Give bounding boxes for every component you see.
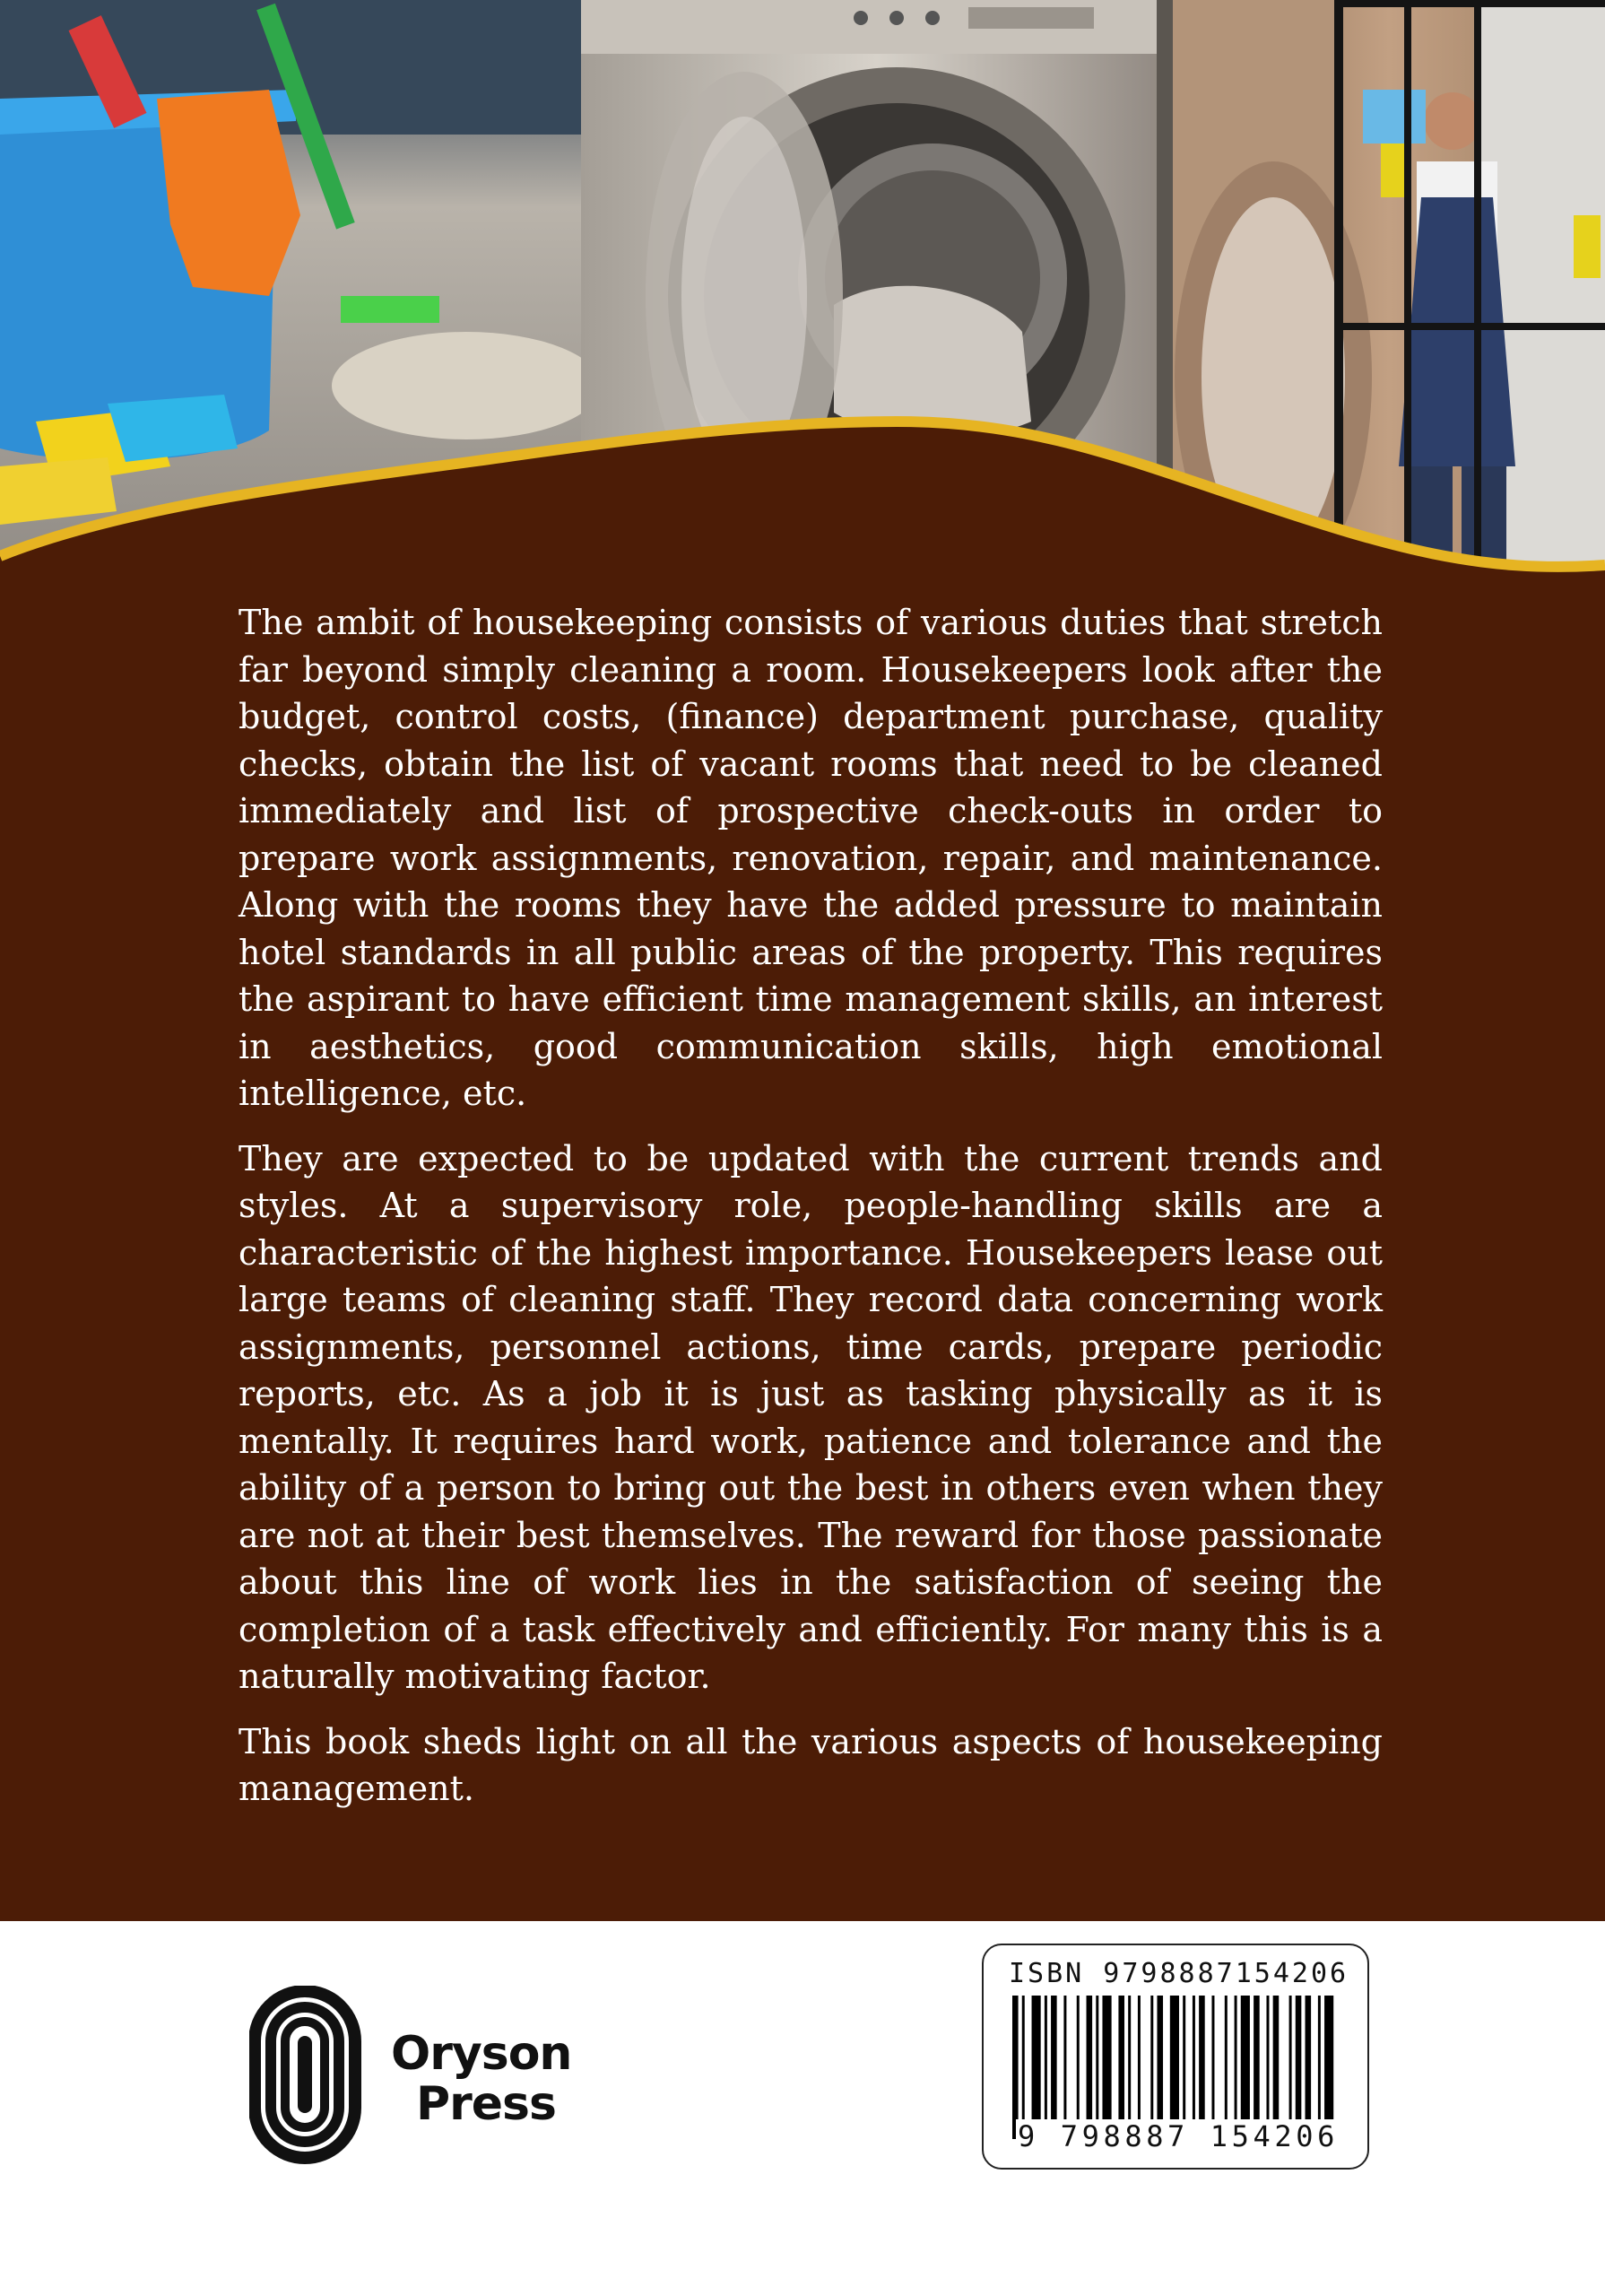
barcode-bar (1051, 1996, 1057, 2121)
barcode-bar (1225, 1996, 1228, 2121)
barcode-bar (1318, 1996, 1321, 2121)
isbn-digits (1016, 2119, 1346, 2155)
barcode-bar (1087, 1996, 1093, 2121)
isbn-barcode (982, 1944, 1369, 2170)
barcode-bar (1157, 1996, 1163, 2121)
barcode-bar (1211, 1996, 1214, 2121)
blurb-paragraph-2: They are expected to be updated with the current trends and styles. At a supervisory role, people-handling skills are a characteristic of the highest importance. Housekeepers lease out large teams of cleaning staff. They record data concerning work assignments, personnel actions, time cards, prepare periodic reports, etc. As a job it is just as tasking physically as it is mentally. It requires hard work, patience and tolerance and the ability of a person to bring out the best in others even when they are not at their best themselves. The reward for those passionate about this line of work lies in the satisfaction of seeing the completion of a task effectively and efficiently. For many this is a naturally motivating factor. (239, 1138, 1383, 1696)
barcode-bar (1193, 1996, 1195, 2121)
barcode-bar (1077, 1996, 1080, 2121)
barcode-bar (1241, 1996, 1250, 2121)
barcode-bar (1289, 1996, 1292, 2121)
barcode-bar (1199, 1996, 1205, 2121)
barcode-bar (1102, 1996, 1111, 2121)
left-photo (0, 0, 601, 592)
barcode-bar (1324, 1996, 1333, 2139)
barcode-bar (1118, 1996, 1124, 2121)
barcode-bar (1266, 1996, 1269, 2121)
barcode-bar (1022, 1996, 1025, 2139)
barcode-bar (1235, 1996, 1237, 2121)
back-cover-blurb (239, 599, 1383, 1831)
blurb-paragraph-1: The ambit of housekeeping consists of various duties that stretch far beyond simply cleaning a room. Housekeepers look after the budget, control costs, (finance) department purchase, quality checks, obtain the list of vacant rooms that need to be cleaned immediately and list of prospective check-outs in order to prepare work assignments, renovation, repair, and maintenance. Along with the rooms they have the added pressure to maintain hotel standards in all public areas of the property. This requires the aspirant to have efficient time management skills, an interest in aesthetics, good communication skills, high emotional intelligence, etc. (239, 603, 1383, 1113)
barcode-bar (1296, 1996, 1302, 2121)
barcode-bar (1254, 1996, 1260, 2121)
barcode-bar (1273, 1996, 1280, 2121)
barcode-bar (1183, 1996, 1185, 2139)
right-photo (1173, 0, 1605, 592)
barcode-bar (1150, 1996, 1153, 2121)
barcode-bar (1096, 1996, 1098, 2121)
isbn-label: ISBN 9798887154206 (1009, 1958, 1349, 1989)
publisher-name-line-1: Oryson (391, 2027, 572, 2081)
barcode-bar (1138, 1996, 1141, 2121)
middle-photo (581, 0, 1173, 592)
barcode-bar (1032, 1996, 1041, 2121)
isbn-digits-text: 9 798887 154206 (1018, 2119, 1339, 2153)
oryson-press-logo-icon (249, 1986, 384, 2174)
photo-strip (0, 0, 1605, 592)
blurb-paragraph-3: This book sheds light on all the various aspects of housekeeping management. (239, 1721, 1383, 1808)
barcode-bar (1063, 1996, 1066, 2121)
publisher-logo (249, 1986, 572, 2174)
publisher-name-line-2: Press (416, 2077, 556, 2131)
barcode-bar (1128, 1996, 1131, 2121)
barcode-bar (1306, 1996, 1312, 2121)
barcode-bars (1012, 1996, 1344, 2139)
barcode-bar (1045, 1996, 1047, 2121)
barcode-bar (1012, 1996, 1019, 2139)
barcode-bar (1170, 1996, 1179, 2139)
